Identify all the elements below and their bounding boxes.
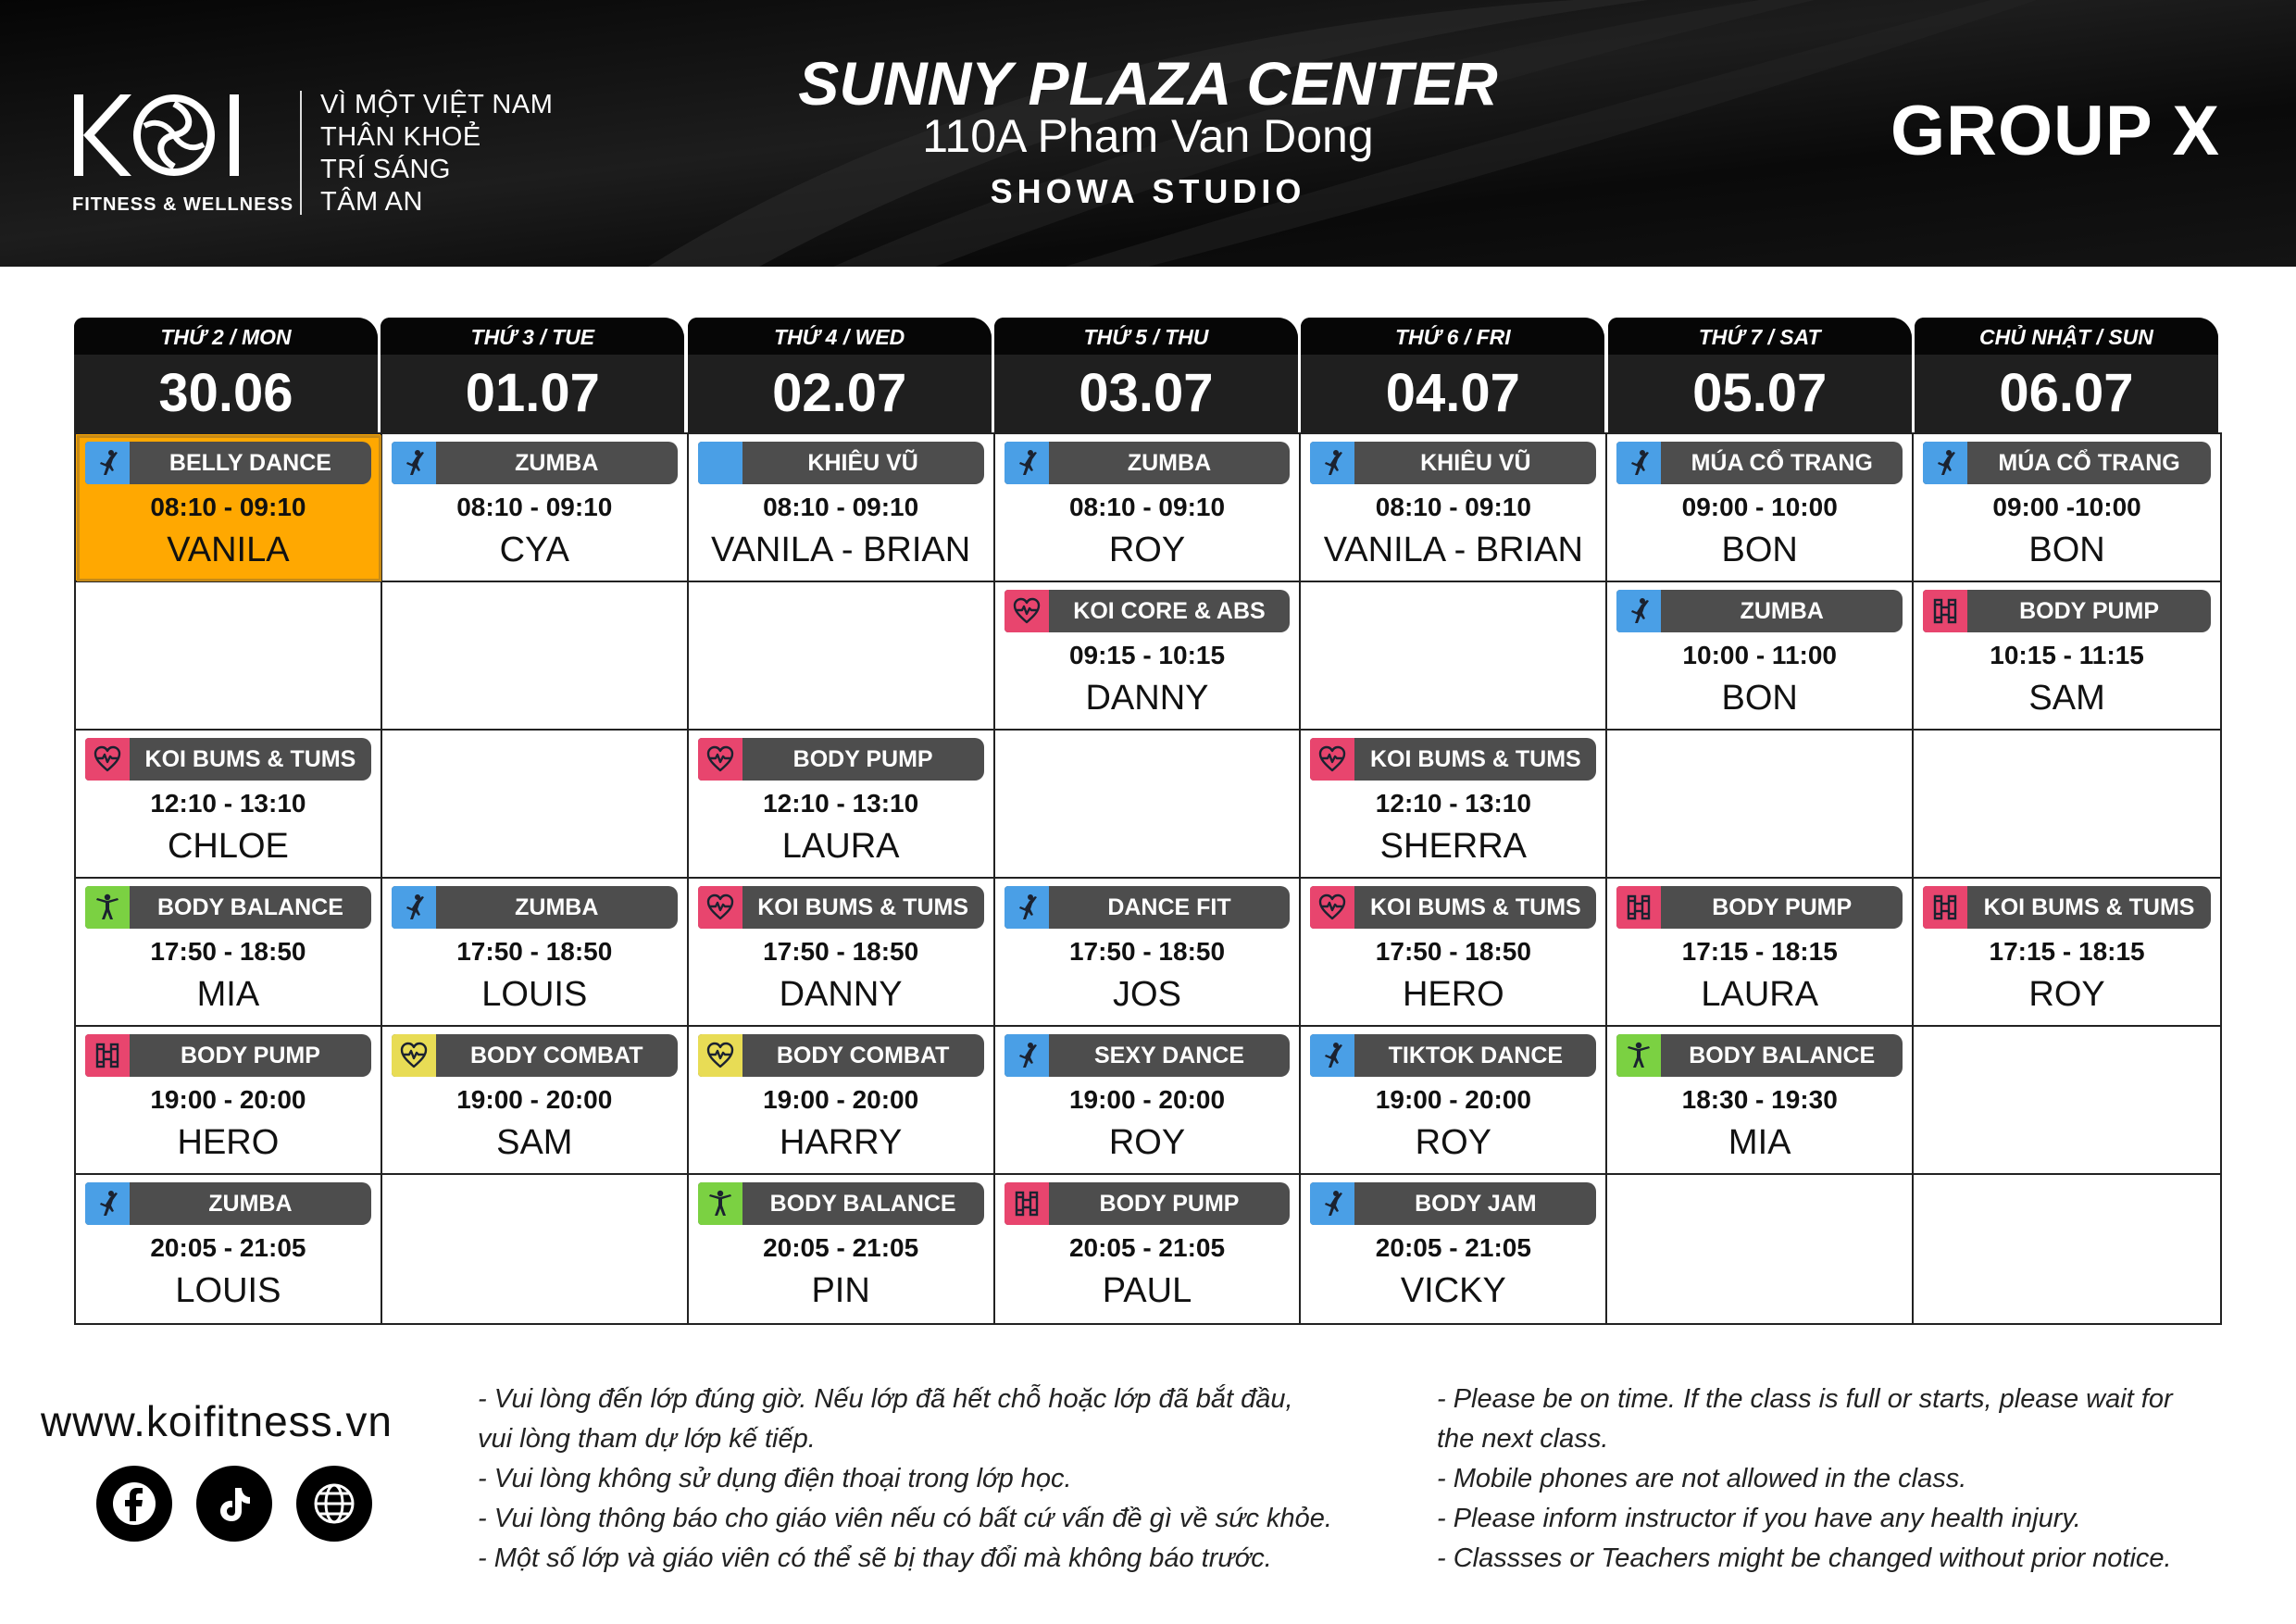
class-name: ZUMBA — [208, 1191, 293, 1217]
class-name: BODY PUMP — [180, 1043, 320, 1068]
class-time: 19:00 - 20:00 — [1375, 1085, 1531, 1114]
class-slot[interactable] — [689, 1027, 995, 1175]
dancer-icon — [1923, 442, 1967, 484]
class-coach: VANILA — [167, 531, 290, 569]
note-line: - Vui lòng không sử dụng điện thoại trong lớp học. — [478, 1464, 1072, 1493]
class-name: BODY BALANCE — [769, 1191, 956, 1217]
slogan-line: THÂN KHOẺ — [320, 122, 481, 152]
day-header — [1915, 318, 2218, 432]
dancer-icon — [85, 1182, 130, 1225]
balance-icon — [85, 886, 130, 929]
website-link[interactable]: www.koifitness.vn — [41, 1397, 393, 1445]
class-label — [1616, 1034, 1903, 1077]
class-slot[interactable] — [76, 1027, 382, 1175]
class-coach: JOS — [1113, 975, 1181, 1014]
class-slot[interactable] — [995, 1027, 1302, 1175]
class-slot[interactable] — [76, 1175, 382, 1323]
class-time: 12:10 - 13:10 — [150, 789, 306, 818]
class-time: 17:15 - 18:15 — [1989, 937, 2145, 966]
class-slot[interactable] — [1607, 434, 1914, 582]
class-name: KOI BUMS & TUMS — [1983, 894, 2195, 920]
class-time: 19:00 - 20:00 — [150, 1085, 306, 1114]
class-slot[interactable] — [1607, 1027, 1914, 1175]
dancer-icon — [1310, 1182, 1354, 1225]
class-name: KOI BUMS & TUMS — [144, 746, 356, 772]
class-name: ZUMBA — [515, 894, 599, 920]
class-name: ZUMBA — [515, 450, 599, 476]
class-time: 09:00 -10:00 — [1992, 493, 2141, 521]
tiktok-icon[interactable] — [196, 1466, 272, 1542]
dumbbell-icon — [85, 1034, 130, 1077]
center-name: SUNNY PLAZA CENTER — [798, 49, 1498, 118]
class-time: 10:00 - 11:00 — [1682, 641, 1837, 669]
dancer-icon — [1004, 1034, 1049, 1077]
class-label — [1616, 886, 1903, 929]
class-slot[interactable] — [1301, 731, 1607, 879]
class-name: MÚA CỔ TRANG — [1998, 450, 2180, 476]
class-label — [1004, 590, 1291, 632]
class-slot[interactable] — [689, 434, 995, 582]
class-slot[interactable] — [1301, 1175, 1607, 1323]
class-coach: DANNY — [779, 975, 903, 1014]
class-label — [1004, 1182, 1291, 1225]
class-time: 09:00 - 10:00 — [1681, 493, 1838, 521]
class-time: 17:50 - 18:50 — [1375, 937, 1531, 966]
class-time: 17:50 - 18:50 — [763, 937, 919, 966]
class-name: KHIÊU VŨ — [1420, 450, 1531, 476]
class-slot[interactable] — [1301, 434, 1607, 582]
class-slot[interactable] — [995, 582, 1302, 731]
class-name: KHIÊU VŨ — [807, 450, 918, 476]
class-slot[interactable] — [995, 1175, 1302, 1323]
class-coach: BON — [2028, 531, 2105, 569]
day-date: 06.07 — [1999, 363, 2134, 423]
class-name: BODY PUMP — [1712, 894, 1853, 920]
class-name: BELLY DANCE — [168, 450, 331, 476]
heart-pulse-icon — [1004, 590, 1049, 632]
class-coach: SAM — [2028, 679, 2105, 718]
balance-icon — [1616, 1034, 1661, 1077]
day-headers — [74, 318, 2222, 432]
note-line: - Vui lòng thông báo cho giáo viên nếu có bất cứ vấn đề gì về sức khỏe. — [478, 1504, 1332, 1533]
class-time: 19:00 - 20:00 — [1068, 1085, 1226, 1114]
note-line: - Vui lòng đến lớp đúng giờ. Nếu lớp đã hết chỗ hoặc lớp đã bắt đầu, — [478, 1384, 1293, 1414]
class-coach: CYA — [499, 531, 569, 569]
day-name: THỨ 4 / WED — [774, 325, 905, 349]
heart-pulse-icon — [698, 1034, 742, 1077]
class-coach: ROY — [1108, 1123, 1186, 1162]
class-time: 17:50 - 18:50 — [150, 937, 306, 966]
class-label — [1616, 590, 1903, 632]
dancer-icon — [1616, 590, 1661, 632]
class-time: 19:00 - 20:00 — [763, 1085, 919, 1114]
class-label — [1004, 442, 1291, 484]
class-slot[interactable] — [689, 731, 995, 879]
dancer-icon — [1004, 886, 1049, 929]
class-coach: LAURA — [1701, 975, 1819, 1014]
class-time: 17:15 - 18:15 — [1681, 937, 1838, 966]
facebook-icon[interactable] — [96, 1466, 172, 1542]
day-date: 04.07 — [1385, 363, 1520, 423]
dancer-icon — [1310, 1034, 1354, 1077]
class-name: TIKTOK DANCE — [1388, 1043, 1564, 1068]
notes-vietnamese — [478, 1380, 1332, 1579]
class-slot[interactable] — [76, 879, 382, 1027]
class-label — [1310, 1034, 1596, 1077]
class-name: KOI BUMS & TUMS — [1369, 894, 1581, 920]
class-time: 08:10 - 09:10 — [150, 493, 306, 521]
dancer-icon — [1616, 442, 1661, 484]
class-coach: ROY — [2028, 975, 2105, 1014]
class-slot[interactable] — [1914, 879, 2220, 1027]
class-time: 08:10 - 09:10 — [763, 493, 919, 521]
day-date: 05.07 — [1692, 363, 1828, 423]
heart-pulse-icon — [1310, 738, 1354, 781]
heart-pulse-icon — [85, 738, 130, 781]
studio-name: SHOWA STUDIO — [990, 172, 1306, 210]
class-label — [85, 886, 371, 929]
empty-slot — [382, 1175, 689, 1323]
day-header — [1301, 318, 1604, 432]
class-coach: SHERRA — [1379, 827, 1528, 866]
class-label — [698, 1034, 984, 1077]
class-label — [392, 1034, 678, 1077]
class-name: BODY COMBAT — [776, 1043, 950, 1068]
note-line: - Classses or Teachers might be changed without prior notice. — [1437, 1543, 2172, 1573]
class-time: 10:15 - 11:15 — [1990, 641, 2144, 669]
day-header — [994, 318, 1298, 432]
class-time: 18:30 - 19:30 — [1681, 1085, 1838, 1114]
empty-slot — [382, 731, 689, 879]
class-coach: VANILA - BRIAN — [711, 531, 971, 569]
class-label — [85, 442, 371, 484]
note-line: - Một số lớp và giáo viên có thể sẽ bị thay đổi mà không báo trước. — [478, 1543, 1272, 1573]
class-slot[interactable] — [689, 1175, 995, 1323]
class-name: ZUMBA — [1740, 598, 1824, 624]
class-coach: PIN — [811, 1271, 870, 1310]
class-label — [1923, 590, 2211, 632]
class-coach: ROY — [1108, 531, 1186, 569]
dancer-icon — [1310, 442, 1354, 484]
social-links — [96, 1466, 372, 1542]
class-label — [85, 738, 371, 781]
slogan-line: VÌ MỘT VIỆT NAM — [320, 90, 554, 119]
day-header — [1608, 318, 1912, 432]
class-coach: VANILA - BRIAN — [1323, 531, 1583, 569]
notes-english — [1437, 1380, 2173, 1579]
class-coach: CHLOE — [167, 827, 289, 866]
class-name: BODY JAM — [1415, 1191, 1537, 1217]
note-line: vui lòng tham dự lớp kế tiếp. — [478, 1424, 816, 1454]
class-slot[interactable] — [382, 1027, 689, 1175]
dumbbell-icon — [1004, 1182, 1049, 1225]
class-coach: DANNY — [1085, 679, 1209, 718]
class-slot[interactable] — [1301, 879, 1607, 1027]
class-time: 08:10 - 09:10 — [456, 493, 613, 521]
class-coach: HERO — [177, 1123, 280, 1162]
class-name: BODY COMBAT — [469, 1043, 643, 1068]
class-time: 08:10 - 09:10 — [1068, 493, 1226, 521]
class-time: 08:10 - 09:10 — [1375, 493, 1531, 521]
day-date: 02.07 — [772, 363, 907, 423]
class-coach: LAURA — [781, 827, 900, 866]
class-slot[interactable] — [995, 879, 1302, 1027]
class-name: KOI BUMS & TUMS — [1369, 746, 1581, 772]
schedule-cells — [74, 432, 2222, 1325]
class-name: BODY PUMP — [1099, 1191, 1240, 1217]
class-coach: BON — [1721, 531, 1798, 569]
empty-slot — [1914, 731, 2220, 879]
class-label — [1310, 738, 1596, 781]
class-time: 17:50 - 18:50 — [456, 937, 613, 966]
day-name: THỨ 2 / MON — [160, 325, 292, 349]
dancer-icon — [392, 442, 436, 484]
class-time: 20:05 - 21:05 — [1375, 1233, 1531, 1262]
class-slot[interactable] — [1607, 879, 1914, 1027]
class-coach: SAM — [496, 1123, 573, 1162]
dumbbell-icon — [1923, 590, 1967, 632]
class-coach: BON — [1721, 679, 1798, 718]
class-label — [1004, 1034, 1291, 1077]
day-name: THỨ 3 / TUE — [470, 325, 595, 349]
class-coach: MIA — [1728, 1123, 1791, 1162]
day-date: 01.07 — [465, 363, 600, 423]
heart-pulse-icon — [392, 1034, 436, 1077]
class-label — [1310, 1182, 1596, 1225]
class-label — [392, 442, 678, 484]
class-label — [1310, 442, 1596, 484]
heart-pulse-icon — [1310, 886, 1354, 929]
class-label — [85, 1182, 371, 1225]
group-title: GROUP X — [1890, 92, 2221, 170]
empty-slot — [1301, 582, 1607, 731]
class-label — [1616, 442, 1903, 484]
class-name: ZUMBA — [1127, 450, 1212, 476]
class-slot[interactable] — [1914, 434, 2220, 582]
day-header — [381, 318, 684, 432]
class-coach: MIA — [196, 975, 260, 1014]
class-time: 20:05 - 21:05 — [763, 1233, 919, 1262]
class-slot[interactable] — [1301, 1027, 1607, 1175]
class-label — [1310, 886, 1596, 929]
center-address: 110A Pham Van Dong — [922, 110, 1374, 162]
class-name: DANCE FIT — [1107, 894, 1231, 920]
class-coach: ROY — [1415, 1123, 1492, 1162]
note-line: - Please inform instructor if you have any health injury. — [1437, 1504, 2081, 1533]
empty-slot — [1607, 731, 1914, 879]
class-time: 20:05 - 21:05 — [150, 1233, 306, 1262]
class-slot[interactable] — [382, 879, 689, 1027]
empty-slot — [76, 582, 382, 731]
class-slot[interactable] — [382, 434, 689, 582]
class-label — [698, 738, 984, 781]
class-name: BODY BALANCE — [156, 894, 343, 920]
globe-icon[interactable] — [296, 1466, 372, 1542]
dancer-icon — [85, 442, 130, 484]
class-slot[interactable] — [76, 434, 382, 582]
day-header — [74, 318, 378, 432]
class-name: MÚA CỔ TRANG — [1691, 450, 1873, 476]
schedule-grid — [74, 318, 2222, 1325]
day-name: THỨ 7 / SAT — [1698, 325, 1821, 349]
class-name: KOI BUMS & TUMS — [757, 894, 969, 920]
class-coach: HERO — [1402, 975, 1504, 1014]
class-label — [698, 442, 984, 484]
balance-icon — [698, 1182, 742, 1225]
class-name: KOI CORE & ABS — [1073, 598, 1266, 624]
dumbbell-icon — [1923, 886, 1967, 929]
icon-placeholder — [698, 442, 742, 484]
class-label — [1923, 886, 2211, 929]
class-slot[interactable] — [1914, 582, 2220, 731]
note-line: the next class. — [1437, 1424, 1609, 1454]
empty-slot — [1914, 1175, 2220, 1323]
class-coach: VICKY — [1400, 1271, 1506, 1310]
class-coach: PAUL — [1102, 1271, 1192, 1310]
empty-slot — [1607, 1175, 1914, 1323]
class-slot[interactable] — [76, 731, 382, 879]
day-name: THỨ 5 / THU — [1083, 325, 1209, 349]
day-date: 30.06 — [158, 363, 293, 423]
class-name: BODY PUMP — [2019, 598, 2160, 624]
dancer-icon — [1004, 442, 1049, 484]
slogan-line: TÂM AN — [320, 187, 423, 217]
day-date: 03.07 — [1079, 363, 1214, 423]
class-slot[interactable] — [1607, 582, 1914, 731]
class-time: 20:05 - 21:05 — [1068, 1233, 1226, 1262]
class-time: 12:10 - 13:10 — [1375, 789, 1531, 818]
day-name: CHỦ NHẬT / SUN — [1979, 325, 2153, 349]
brand-subtitle: FITNESS & WELLNESS — [72, 194, 294, 215]
class-time: 09:15 - 10:15 — [1068, 641, 1226, 669]
empty-slot — [995, 731, 1302, 879]
class-label — [698, 1182, 984, 1225]
class-slot[interactable] — [995, 434, 1302, 582]
class-coach: LOUIS — [175, 1271, 281, 1310]
header — [0, 0, 2296, 267]
note-line: - Please be on time. If the class is full or starts, please wait for — [1437, 1384, 2173, 1414]
class-time: 17:50 - 18:50 — [1068, 937, 1226, 966]
class-name: BODY BALANCE — [1689, 1043, 1876, 1068]
day-header — [688, 318, 992, 432]
class-coach: LOUIS — [481, 975, 588, 1014]
class-coach: HARRY — [779, 1123, 903, 1162]
empty-slot — [1914, 1027, 2220, 1175]
dancer-icon — [392, 886, 436, 929]
note-line: - Mobile phones are not allowed in the class. — [1437, 1464, 1967, 1493]
class-slot[interactable] — [689, 879, 995, 1027]
class-label — [85, 1034, 371, 1077]
class-label — [698, 886, 984, 929]
empty-slot — [382, 582, 689, 731]
heart-pulse-icon — [698, 738, 742, 781]
slogan-line: TRÍ SÁNG — [320, 155, 451, 184]
empty-slot — [689, 582, 995, 731]
class-label — [1923, 442, 2211, 484]
class-time: 19:00 - 20:00 — [456, 1085, 613, 1114]
class-time: 12:10 - 13:10 — [763, 789, 919, 818]
dumbbell-icon — [1616, 886, 1661, 929]
class-label — [1004, 886, 1291, 929]
day-name: THỨ 6 / FRI — [1394, 325, 1511, 349]
heart-pulse-icon — [698, 886, 742, 929]
class-name: SEXY DANCE — [1093, 1043, 1245, 1068]
class-name: BODY PUMP — [792, 746, 933, 772]
class-label — [392, 886, 678, 929]
